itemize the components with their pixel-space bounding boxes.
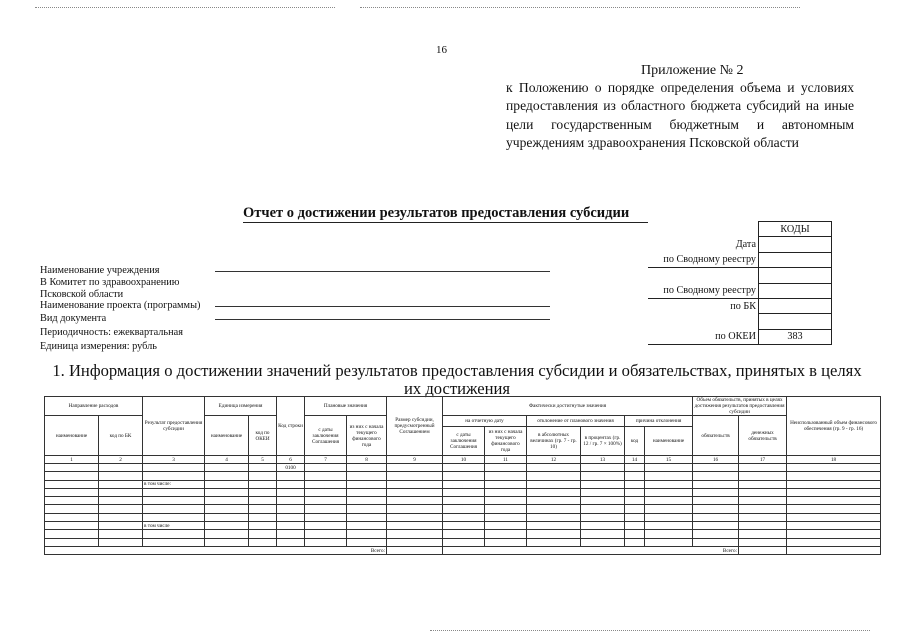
header-obligation: обязательств — [693, 416, 739, 456]
table-row — [45, 513, 881, 521]
total-monetary-cell — [739, 546, 787, 554]
column-number: 2 — [99, 456, 143, 464]
header-bk-code: код по БК — [99, 416, 143, 456]
header-actual-from-agreement: с даты заключения Соглашения — [443, 427, 485, 456]
total-subsidy-cell — [387, 546, 443, 554]
recipient-line-1: В Комитет по здравоохранению — [40, 277, 180, 288]
table-row — [45, 488, 881, 496]
column-number: 6 — [277, 456, 305, 464]
total-row — [45, 546, 881, 554]
header-deviation-pct: в процентах (гр. 12 / гр. 7 × 100%) — [581, 427, 625, 456]
header-unit-name: наименование — [205, 416, 249, 456]
periodicity-label: Периодичность: ежеквартальная — [40, 327, 183, 338]
header-unit: Единица измерения — [205, 397, 277, 416]
codes-table — [648, 221, 832, 345]
header-on-date: на отчетную дату — [443, 416, 527, 427]
section-title: 1. Информация о достижении значений результатов предоставления субсидии и обязательствах, принятых в целях их достижения — [52, 361, 862, 398]
line-code-cell: 0100 — [277, 464, 305, 472]
registry-label-1: по Сводному реестру — [648, 252, 759, 267]
header-reason-name: наименование — [645, 427, 693, 456]
table-row — [45, 538, 881, 546]
column-number: 3 — [143, 456, 205, 464]
report-title-underline — [243, 222, 648, 223]
column-number: 15 — [645, 456, 693, 464]
project-label: Наименование проекта (программы) — [40, 300, 201, 311]
registry-label-2: по Сводному реестру — [648, 283, 759, 298]
including-label-1: в том числе: — [143, 480, 205, 488]
okei-label: по ОКЕИ — [648, 329, 759, 344]
doc-type-label: Вид документа — [40, 313, 107, 324]
header-deviation-abs: в абсолютных величинах (гр. 7 - гр. 10) — [527, 427, 581, 456]
table-row — [45, 522, 881, 530]
institution-line — [215, 271, 550, 272]
header-plan-from-year: из них с начала текущего финансового года — [347, 416, 387, 456]
header-reason-code: код — [625, 427, 645, 456]
total-label-2: Всего: — [443, 546, 739, 554]
bk-label: по БК — [648, 298, 759, 313]
header-plan: Плановые значения — [305, 397, 387, 416]
header-result: Результат предоставления субсидии — [143, 397, 205, 456]
column-numbers-row — [45, 456, 881, 464]
header-obligations: Объем обязательств, принятых в целях достижения результатов предоставления субсидии — [693, 397, 787, 416]
recipient-line-2: Псковской области — [40, 289, 124, 300]
header-direction-name: наименование — [45, 416, 99, 456]
date-label: Дата — [648, 237, 759, 252]
header-deviation: отклонение от планового значения — [527, 416, 625, 427]
header-line-code: Код строки — [277, 397, 305, 456]
scan-artifact-line — [35, 7, 335, 8]
codes-header: КОДЫ — [759, 222, 832, 237]
table-row — [45, 505, 881, 513]
column-number: 10 — [443, 456, 485, 464]
table-row — [45, 472, 881, 480]
header-subsidy-size: Размер субсидии, предусмотренный Соглашением — [387, 397, 443, 456]
column-number: 12 — [527, 456, 581, 464]
column-number: 1 — [45, 456, 99, 464]
scan-artifact-line — [430, 630, 870, 631]
column-number: 11 — [485, 456, 527, 464]
header-actual-from-year: из них с начала текущего финансового года — [485, 427, 527, 456]
appendix-title: Приложение № 2 — [641, 63, 744, 78]
column-number: 14 — [625, 456, 645, 464]
table-row — [45, 497, 881, 505]
results-table — [44, 396, 881, 555]
total-label-1: Всего: — [45, 546, 387, 554]
project-line — [215, 306, 550, 307]
header-okei-code: код по ОКЕИ — [249, 416, 277, 456]
appendix-description: к Положению о порядке определения объема и условиях предоставления из областного бюджета субсидий на иные цели государственным бюджетным и автономным учреждениям здравоохранения Псковской области — [506, 80, 854, 151]
column-number: 16 — [693, 456, 739, 464]
header-actual: Фактически достигнутые значения — [443, 397, 693, 416]
header-monetary: денежных обязательств — [739, 416, 787, 456]
table-row — [45, 480, 881, 488]
header-reason: причина отклонения — [625, 416, 693, 427]
table-row — [45, 464, 881, 472]
including-label-2: в том числе — [143, 522, 205, 530]
column-number: 5 — [249, 456, 277, 464]
header-direction: Направление расходов — [45, 397, 143, 416]
registry-value-2 — [759, 283, 832, 298]
page-number: 16 — [436, 44, 447, 56]
doc-type-line — [215, 319, 550, 320]
column-number: 17 — [739, 456, 787, 464]
column-number: 8 — [347, 456, 387, 464]
scan-artifact-line — [360, 7, 800, 8]
column-number: 9 — [387, 456, 443, 464]
unit-label: Единица измерения: рубль — [40, 341, 157, 352]
column-number: 7 — [305, 456, 347, 464]
total-unused-cell — [787, 546, 881, 554]
okei-value: 383 — [759, 329, 832, 344]
table-row — [45, 530, 881, 538]
column-number: 18 — [787, 456, 881, 464]
date-value — [759, 237, 832, 252]
bk-value — [759, 298, 832, 313]
header-plan-from-agreement: с даты заключения Соглашения — [305, 416, 347, 456]
institution-label: Наименование учреждения — [40, 265, 160, 276]
header-unused: Неиспользованный объем финансового обеспечения (гр. 9 - гр. 16) — [787, 397, 881, 456]
registry-value-1 — [759, 252, 832, 267]
column-number: 13 — [581, 456, 625, 464]
column-number: 4 — [205, 456, 249, 464]
report-title: Отчет о достижении результатов предоставления субсидии — [243, 205, 630, 221]
